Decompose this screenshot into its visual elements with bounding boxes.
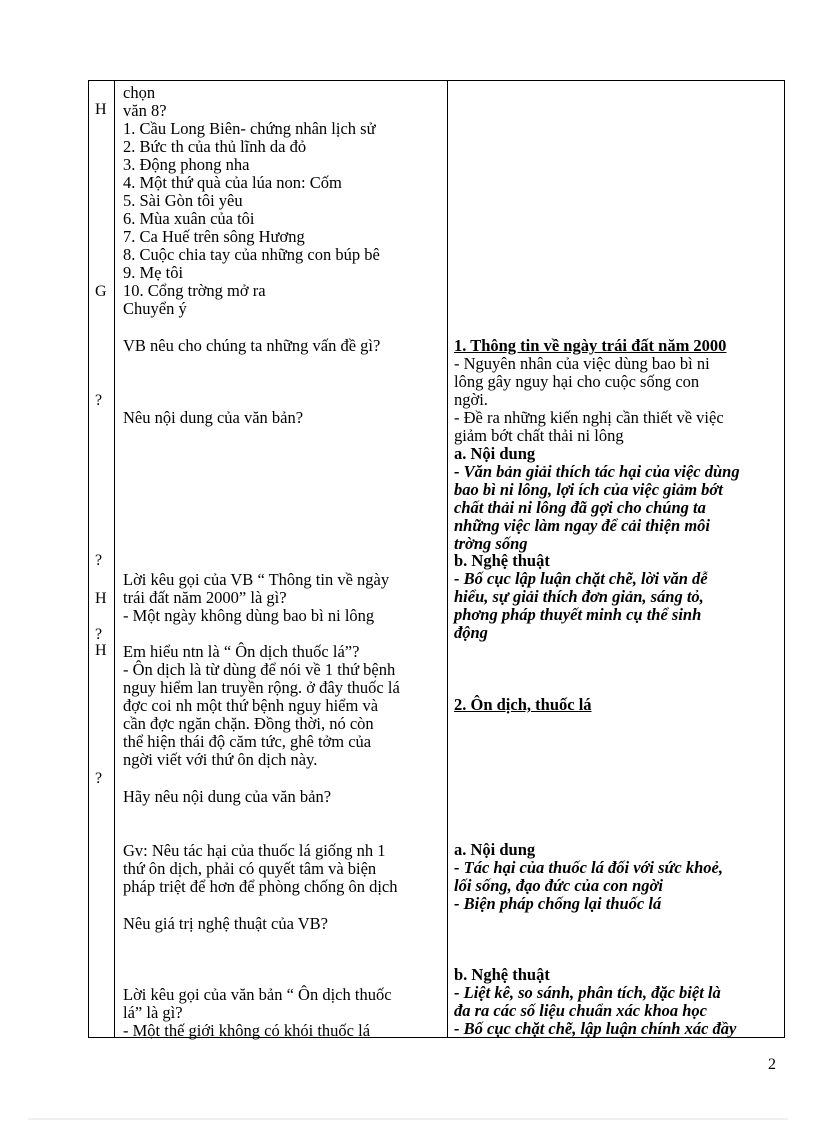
question-text: lá” là gì? [123,1003,183,1022]
list-item: 4. Một thứ quà của lúa non: Cốm [123,173,342,192]
section-title: 1. Thông tin về ngày trái đất năm 2000 [454,336,727,355]
middle-text: chọn [123,83,156,102]
content-text: - Liệt kê, so sánh, phân tích, đặc biệt là [454,983,721,1002]
point-text: - Nguyên nhân của việc dùng bao bì ni [454,354,710,373]
question-text: Em hiểu ntn là “ Ôn dịch thuốc lá”? [123,642,360,661]
content-text: những việc làm ngay để cải thiện môi [454,516,711,535]
content-text: lối sống, đạo đức của con ngời [454,876,663,895]
content-text: - Văn bản giải thích tác hại của việc dùng [454,462,740,481]
label-h: H [95,101,107,118]
content-text: - Bố cục chặt chẽ, lập luận chính xác đầy [454,1019,737,1038]
question-text: Lời kêu gọi của VB “ Thông tin về ngày [123,570,390,589]
list-item: 10. Cổng trờng mở ra [123,281,266,300]
list-item: 5. Sài Gòn tôi yêu [123,191,243,210]
content-text: trờng sống [454,534,528,553]
subsection-heading: a. Nội dung [454,444,536,463]
label-question: ? [95,770,103,787]
page-footer-line [28,1118,788,1120]
question-text: VB nêu cho chúng ta những vấn đề gì? [123,336,381,355]
label-h: H [95,642,107,659]
teacher-note: pháp triệt để hơn để phòng chống ôn dịch [123,877,398,896]
answer-text: nguy hiểm lan truyền rộng. ở đây thuốc lá [123,678,400,697]
content-text: - Bố cục lập luận chặt chẽ, lời văn dễ [454,569,708,588]
content-text: phơng pháp thuyết minh cụ thể sinh [454,605,702,624]
middle-text: Chuyển ý [123,299,187,318]
content-text: bao bì ni lông, lợi ích của việc giảm bớt [454,480,723,499]
content-text: chất thải ni lông đã gợi cho chúng ta [454,498,706,517]
list-item: 6. Mùa xuân của tôi [123,209,255,228]
question-text: Nêu nội dung của văn bản? [123,408,304,427]
list-item: 8. Cuộc chia tay của những con búp bê [123,245,380,264]
column-divider-1 [114,81,115,1037]
question-text: Hãy nêu nội dung của văn bản? [123,787,332,806]
question-text: Nêu giá trị nghệ thuật của VB? [123,914,328,933]
list-item: 7. Ca Huế trên sông Hương [123,227,305,246]
question-text: trái đất năm 2000” là gì? [123,588,287,607]
label-question: ? [95,552,103,569]
middle-text: văn 8? [123,101,167,120]
label-question: ? [95,626,103,643]
label-h: H [95,590,107,607]
section-title: 2. Ôn dịch, thuốc lá [454,695,592,714]
page-number: 2 [768,1056,776,1073]
subsection-heading: b. Nghệ thuật [454,551,550,570]
content-text: động [454,623,488,642]
content-text: hiểu, sự giải thích đơn giản, sáng tỏ, [454,587,704,606]
point-text: ngời. [454,390,488,409]
column-divider-2 [447,81,448,1037]
answer-text: ngời viết với thứ ôn dịch này. [123,750,318,769]
point-text: lông gây nguy hại cho cuộc sống con [454,372,700,391]
answer-text: cần đợc ngăn chặn. Đồng thời, nó còn [123,714,374,733]
answer-text: thể hiện thái độ căm tức, ghê tởm của [123,732,372,751]
answer-text: - Ôn dịch là từ dùng để nói về 1 thứ bệnh [123,660,396,679]
answer-text: - Một ngày không dùng bao bì ni lông [123,606,375,625]
point-text: giảm bớt chất thải ni lông [454,426,624,445]
subsection-heading: a. Nội dung [454,840,536,859]
teacher-note: Gv: Nêu tác hại của thuốc lá giống nh 1 [123,841,386,860]
subsection-heading: b. Nghệ thuật [454,965,550,984]
content-text: đa ra các số liệu chuẩn xác khoa học [454,1001,708,1020]
label-question: ? [95,392,103,409]
list-item: 3. Động phong nha [123,155,250,174]
list-item: 1. Cầu Long Biên- chứng nhân lịch sử [123,119,376,138]
content-text: - Tác hại của thuốc lá đối với sức khoẻ, [454,858,723,877]
answer-text: đợc coi nh một thứ bệnh nguy hiểm và [123,696,379,715]
teacher-note: thứ ôn dịch, phải có quyết tâm và biện [123,859,377,878]
answer-text: - Một thế giới không có khói thuốc lá [123,1021,371,1040]
question-text: Lời kêu gọi của văn bản “ Ôn dịch thuốc [123,985,392,1004]
list-item: 2. Bức th của thủ lĩnh da đỏ [123,137,307,156]
list-item: 9. Mẹ tôi [123,263,184,282]
content-text: - Biện pháp chống lại thuốc lá [454,894,662,913]
point-text: - Đề ra những kiến nghị cần thiết về việc [454,408,724,427]
label-g: G [95,283,107,300]
